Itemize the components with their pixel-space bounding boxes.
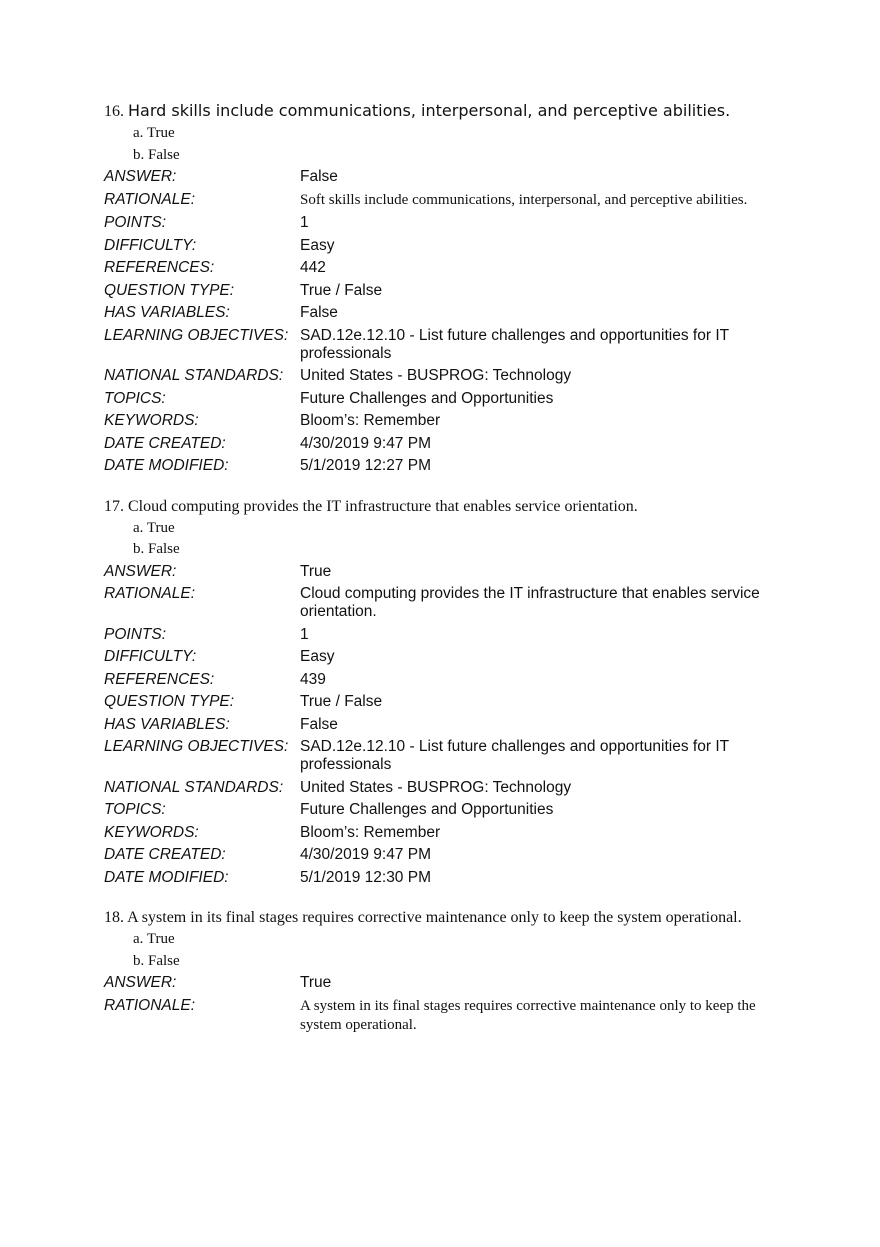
rationale-row (104, 585, 794, 626)
learning-objectives-label: LEARNING OBJECTIVES: (104, 738, 289, 755)
question-metadata (104, 974, 794, 1039)
question-17 (104, 496, 794, 892)
has-variables-row (104, 304, 794, 327)
choice-b: b. False (133, 146, 180, 163)
date-created-label: DATE CREATED: (104, 846, 226, 863)
date-created-label: DATE CREATED: (104, 434, 226, 452)
date-modified-value: 5/1/2019 12:27 PM (300, 457, 431, 474)
question-number: 16. (104, 103, 124, 120)
question-number: 18. (104, 909, 124, 926)
choice-a: a. True (133, 931, 175, 947)
difficulty-label: DIFFICULTY: (104, 236, 197, 254)
date-modified-label: DATE MODIFIED: (104, 868, 229, 886)
date-created-value: 4/30/2019 9:47 PM (300, 846, 431, 863)
references-row (104, 671, 794, 694)
has-variables-label: HAS VARIABLES: (104, 715, 230, 733)
keywords-value: Bloom’s: Remember (300, 412, 441, 429)
national-standards-value: United States - BUSPROG: Technology (300, 778, 572, 796)
answer-value: False (300, 168, 338, 185)
learning-objectives-row (104, 738, 794, 779)
date-modified-label: DATE MODIFIED: (104, 457, 229, 474)
references-label: REFERENCES: (104, 259, 215, 276)
rationale-label: RATIONALE: (104, 190, 196, 208)
learning-objectives-value: SAD.12e.12.10 - List future challenges and opportunities for IT professionals (300, 738, 729, 773)
rationale-row (104, 191, 794, 215)
topics-label: TOPICS: (104, 389, 166, 407)
difficulty-value: Easy (300, 236, 335, 254)
has-variables-row (104, 716, 794, 739)
keywords-label: KEYWORDS: (104, 823, 199, 841)
rationale-value: Cloud computing provides the IT infrastructure that enables service orientation. (300, 585, 760, 620)
keywords-row (104, 412, 794, 435)
learning-objectives-label: LEARNING OBJECTIVES: (104, 326, 289, 344)
topics-row (104, 801, 794, 824)
topics-row (104, 390, 794, 413)
question-18 (104, 907, 794, 1039)
points-row (104, 214, 794, 237)
references-value: 439 (300, 670, 326, 688)
answer-choices (133, 123, 794, 166)
question-number: 17. (104, 497, 124, 515)
points-label: POINTS: (104, 625, 167, 643)
rationale-value: A system in its final stages requires corrective maintenance only to keep the system operational. (300, 997, 756, 1033)
national-standards-label: NATIONAL STANDARDS: (104, 778, 284, 796)
date-created-value: 4/30/2019 9:47 PM (300, 434, 431, 452)
date-modified-row (104, 457, 794, 480)
date-modified-row (104, 869, 794, 892)
keywords-label: KEYWORDS: (104, 412, 199, 429)
question-stem (104, 100, 794, 123)
rationale-value: Soft skills include communications, interpersonal, and perceptive abilities. (300, 191, 748, 208)
references-label: REFERENCES: (104, 670, 215, 688)
points-value: 1 (300, 625, 309, 643)
learning-objectives-row (104, 327, 794, 368)
choice-a: a. True (133, 125, 175, 141)
rationale-label: RATIONALE: (104, 585, 196, 602)
answer-label: ANSWER: (104, 562, 177, 580)
topics-value: Future Challenges and Opportunities (300, 389, 554, 407)
national-standards-row (104, 367, 794, 390)
date-modified-value: 5/1/2019 12:30 PM (300, 868, 431, 886)
question-text: Hard skills include communications, interpersonal, and perceptive abilities. (128, 101, 731, 120)
question-stem (104, 907, 794, 929)
keywords-value: Bloom’s: Remember (300, 823, 441, 841)
question-text: A system in its final stages requires corrective maintenance only to keep the system operational. (127, 909, 742, 926)
difficulty-value: Easy (300, 648, 335, 665)
answer-choices (133, 518, 794, 561)
answer-row (104, 974, 794, 997)
choice-b: b. False (133, 952, 180, 969)
choice-a: a. True (133, 519, 175, 536)
keywords-row (104, 824, 794, 847)
answer-value: True (300, 562, 332, 580)
answer-label: ANSWER: (104, 168, 177, 185)
has-variables-value: False (300, 304, 338, 321)
national-standards-row (104, 779, 794, 802)
answer-value: True (300, 974, 332, 991)
answer-label: ANSWER: (104, 974, 177, 991)
date-created-row (104, 435, 794, 458)
has-variables-label: HAS VARIABLES: (104, 304, 230, 321)
question-16 (104, 100, 794, 480)
rationale-row (104, 997, 794, 1040)
national-standards-value: United States - BUSPROG: Technology (300, 367, 572, 384)
question-text: Cloud computing provides the IT infrastructure that enables service orientation. (128, 497, 638, 515)
points-row (104, 626, 794, 649)
question-stem (104, 496, 794, 518)
question-type-row (104, 693, 794, 716)
difficulty-row (104, 237, 794, 260)
answer-row (104, 563, 794, 586)
question-type-value: True / False (300, 693, 383, 710)
has-variables-value: False (300, 715, 338, 733)
difficulty-row (104, 648, 794, 671)
question-type-label: QUESTION TYPE: (104, 693, 235, 710)
topics-label: TOPICS: (104, 801, 166, 818)
question-metadata (104, 563, 794, 892)
points-label: POINTS: (104, 214, 167, 231)
references-row (104, 259, 794, 282)
learning-objectives-value: SAD.12e.12.10 - List future challenges and opportunities for IT professionals (300, 326, 729, 362)
document-page (104, 100, 794, 1055)
references-value: 442 (300, 259, 326, 276)
question-type-label: QUESTION TYPE: (104, 281, 235, 299)
topics-value: Future Challenges and Opportunities (300, 801, 554, 818)
answer-row (104, 168, 794, 191)
answer-choices (133, 929, 794, 972)
question-type-value: True / False (300, 281, 383, 299)
choice-b: b. False (133, 541, 180, 557)
question-metadata (104, 168, 794, 480)
rationale-label: RATIONALE: (104, 996, 196, 1014)
date-created-row (104, 846, 794, 869)
difficulty-label: DIFFICULTY: (104, 648, 197, 665)
question-type-row (104, 282, 794, 305)
points-value: 1 (300, 214, 309, 231)
national-standards-label: NATIONAL STANDARDS: (104, 367, 284, 384)
